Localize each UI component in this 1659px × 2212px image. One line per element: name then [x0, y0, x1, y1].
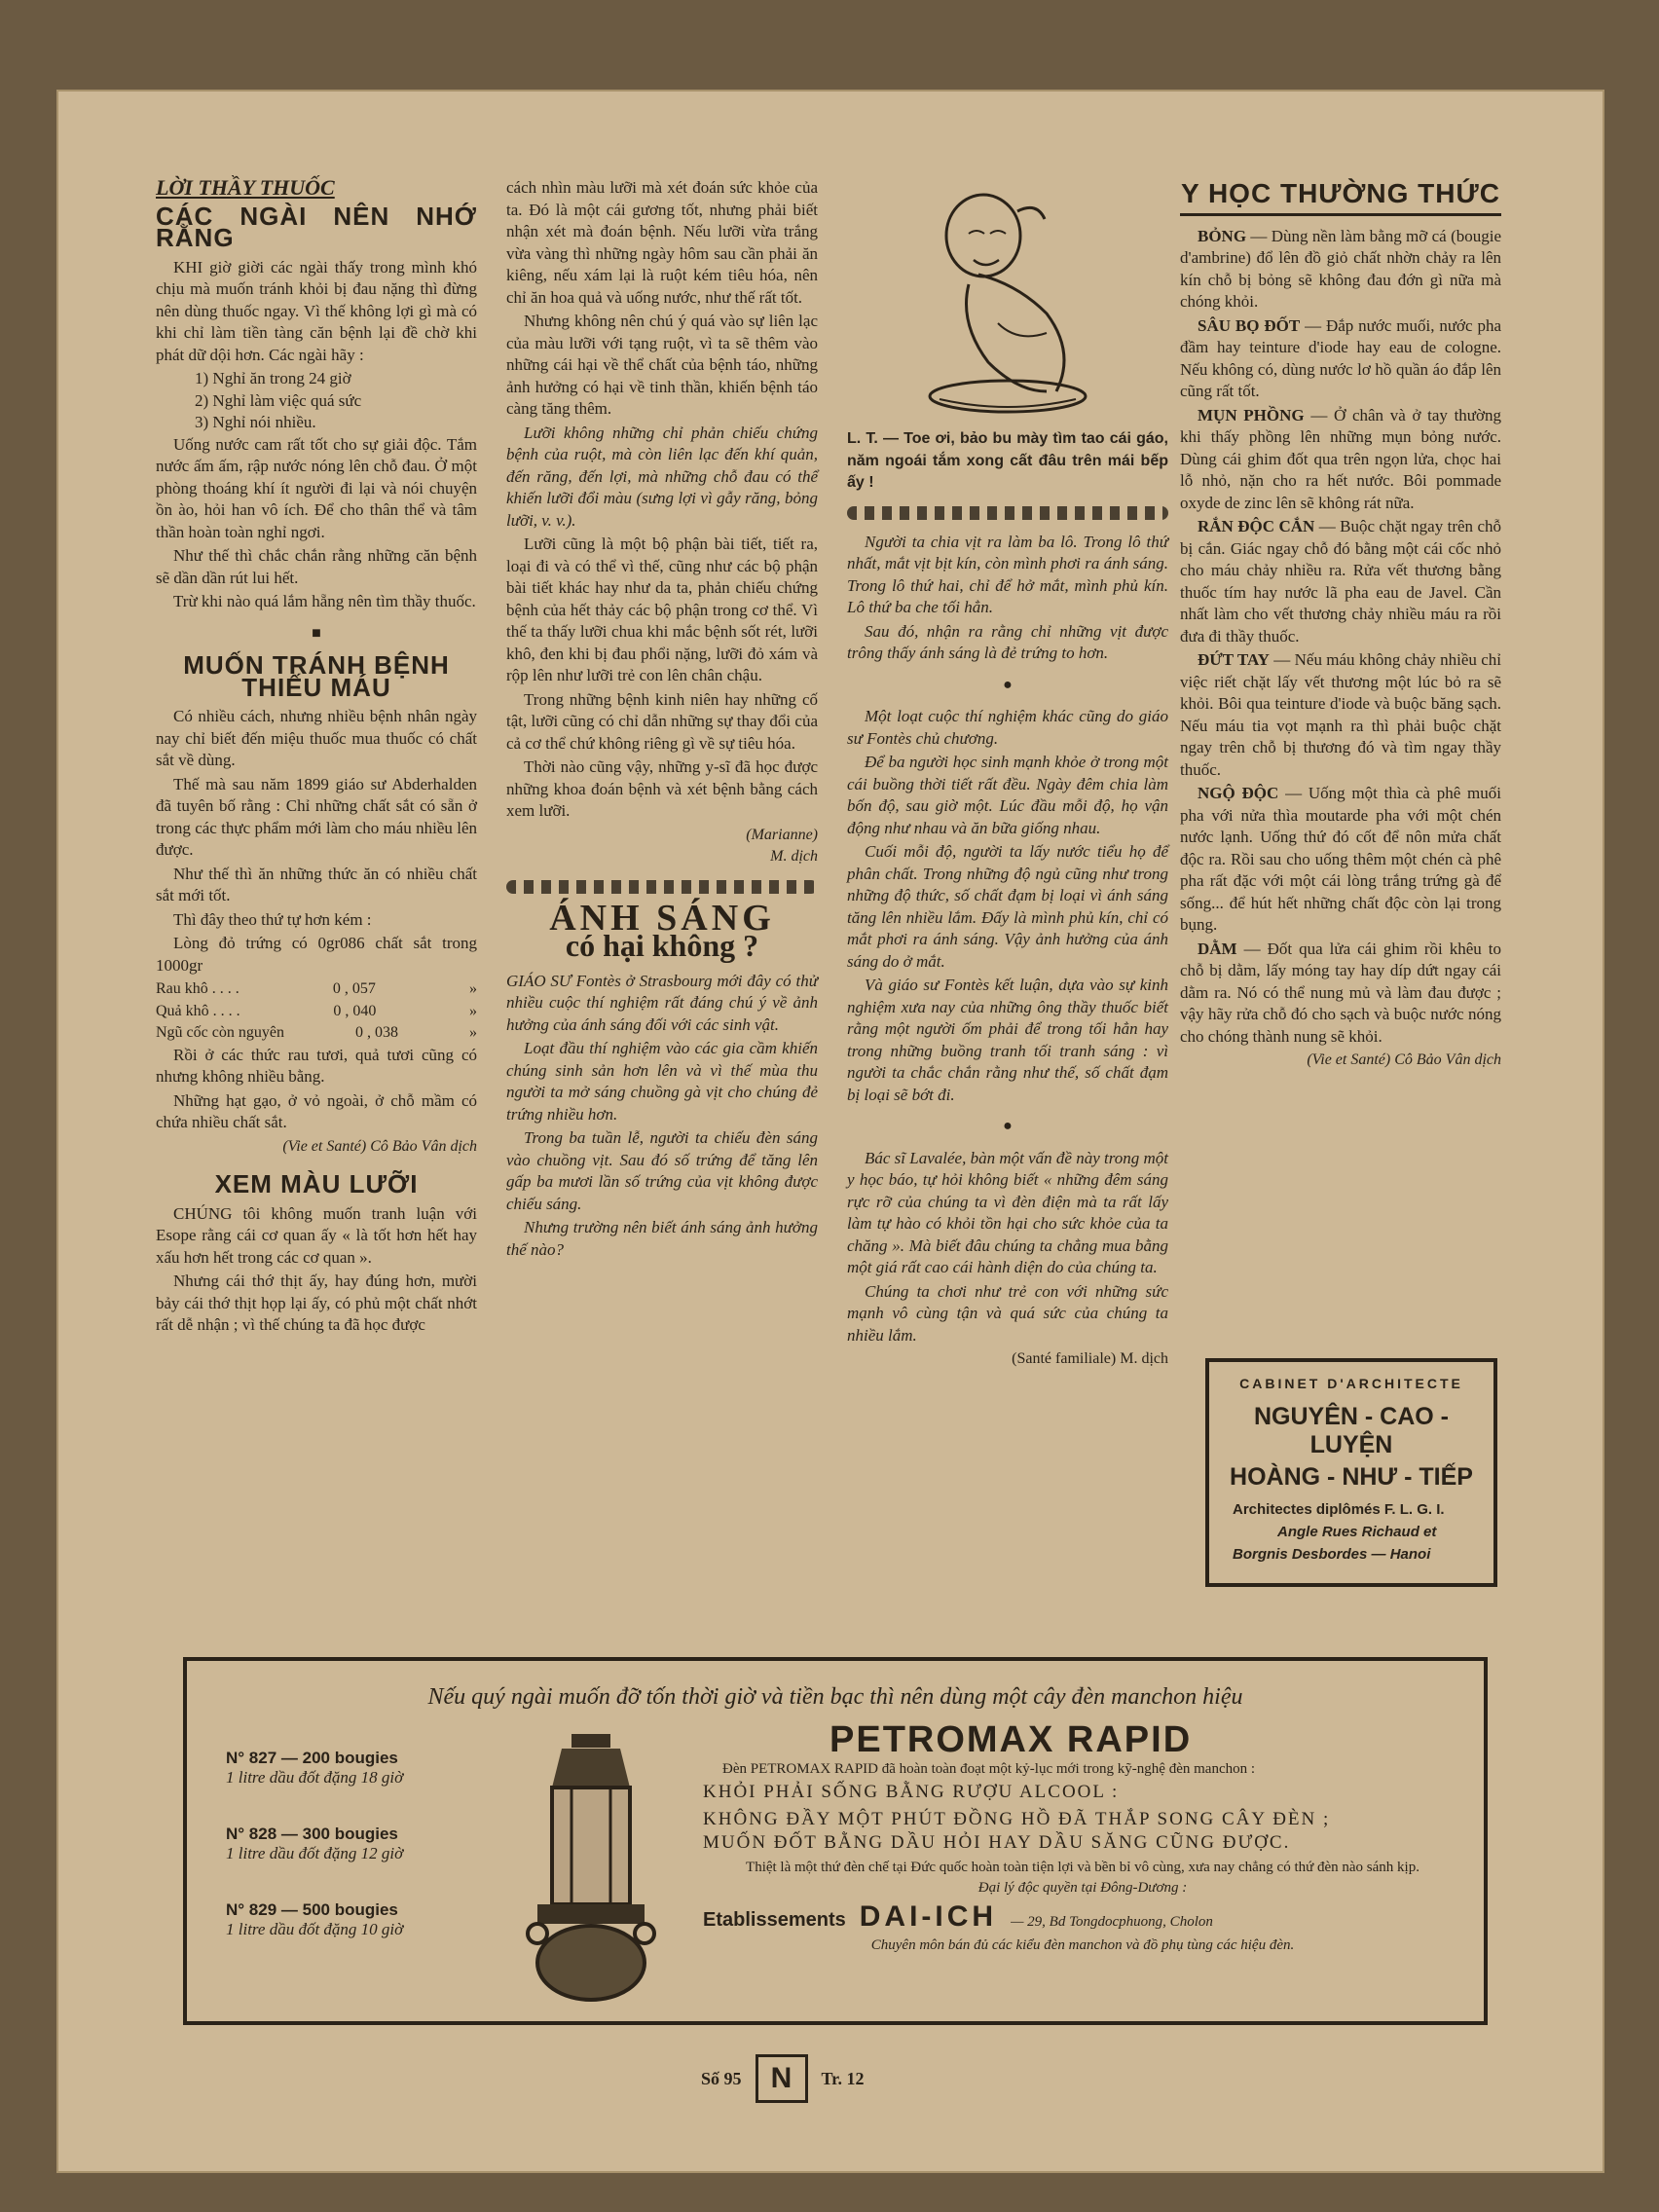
ad-text: Đèn PETROMAX RAPID đã hoàn toàn đoạt một kỷ-lục mới trong kỹ-nghệ đèn manchon : [722, 1761, 1256, 1777]
separator-dot: ● [1003, 676, 1013, 693]
ad-line: Borgnis Desbordes — Hanoi [1233, 1546, 1431, 1563]
iron-table-row: Ngũ cốc còn nguyên 0 , 038 » [156, 1024, 477, 1041]
article-paragraph: Nhưng trường nên biết ánh sáng ảnh hưởng thế nào? [506, 1218, 818, 1259]
health-tip: SÂU BỌ ĐỐT — Đắp nước muối, nước pha đầm hay teinture d'iode hay eau de cologne. Nếu không có, dùng nước lơ hồ quần áo đắp lên cũng rất tốt. [1180, 315, 1502, 400]
health-tip: ĐỨT TAY — Nếu máu không chảy nhiều chỉ việc riết chặt lấy vết thương một lúc bỏ ra sẽ khỏi. Bôi qua teinture d'iode và buộc băng sạch. Nếu máu tia vọt mạnh ra thì phải buộc chặt ngay trên chỗ bị thương đó và tìm ngay thầy thuốc. [1180, 650, 1502, 779]
article-paragraph: Một loạt cuộc thí nghiệm khác cũng do giáo sư Fontès chủ chương. [847, 707, 1168, 748]
article-paragraph: Loạt đầu thí nghiệm vào các gia cầm khiến chúng sinh sản hơn lên và vì thế mùa thu người ta mở sáng chuồng gà vịt cho chúng đẻ trứng nhiều hơn. [506, 1039, 818, 1124]
article-title-3: XEM MÀU LƯỠI [214, 1169, 419, 1198]
ad-text: KHÔNG ĐẦY MỘT PHÚT ĐỒNG HỒ ĐÃ THẮP SONG CÂY ĐÈN ; [703, 1809, 1331, 1829]
ad-text: Đại lý độc quyền tại Đông-Dương : [977, 1880, 1188, 1896]
cartoon-caption: L. T. — Toe ơi, bảo bu mày tìm tao cái gáo, năm ngoái tắm xong cất đâu trên mái bếp ấy ! [847, 430, 1168, 491]
health-tip: DẰM — Đốt qua lửa cái ghim rồi khêu to chỗ bị dằm, lấy móng tay hay díp dứt ngay cái dằm ra. Nó có thể nung mủ và làm đau được ; vậy hãy rửa chỗ đó cho sạch và buộc nước nóng cho chóng thành nung sẽ khỏi. [1180, 939, 1501, 1046]
article-paragraph: Nhưng cái thớ thịt ấy, hay đúng hơn, mười bảy cái thớ thịt họp lại ấy, có phủ một chất nhớt rất dễ nhận ; vì thế chúng ta đã học được [156, 1272, 477, 1334]
translator-credit: M. dịch [770, 848, 818, 865]
model-item: N° 828 — 300 bougies 1 litre dầu đốt đặng 12 giờ [226, 1825, 404, 1862]
source-credit: (Marianne) [746, 826, 818, 843]
article-paragraph: Lưỡi cũng là một bộ phận bài tiết, tiết ra, loại đi và có thể vì thế, cũng như các bộ phận bài tiết khác hay như da ta, phản chiếu chứng bệnh của hết thảy các bộ phận trong cơ thể. Vì thế ta thấy lưỡi chua khi mắc bệnh sốt rét, lưỡi khô, đen khi bị đau phổi nặng, lưỡi đỏ xám và rộp lên như lưỡi trẻ con lên chân chậu. [506, 535, 818, 684]
health-tip: MỤN PHỒNG — Ở chân và ở tay thường khi thấy phồng lên những mụn bỏng nước. Dùng cái ghim đốt qua trên ngọn lửa, chọc hai lỗ nhỏ, nặn cho ra hết nước. Bôi pommade oxyde de zinc lên sẽ không rát nữa. [1180, 405, 1502, 512]
ad-line: CABINET D'ARCHITECTE [1239, 1376, 1463, 1391]
article-title-2a: MUỐN TRÁNH BỆNH [183, 650, 450, 680]
separator-dot: ● [1003, 1118, 1013, 1134]
architect-ad [1205, 1358, 1497, 1587]
ad-line: NGUYÊN - CAO - LUYỆN [1254, 1403, 1449, 1458]
heading-rule [1180, 213, 1501, 216]
article-paragraph: Thời nào cũng vậy, những y-sĩ đã học được những khoa đoán bệnh và xét bệnh bằng cách xem lưỡi. [506, 757, 818, 820]
article-paragraph: Trừ khi nào quá lắm hẵng nên tìm thầy thuốc. [173, 592, 476, 610]
page-number: Tr. 12 [821, 2068, 865, 2088]
article-paragraph: Trong những bệnh kinh niên hay những cố tật, lưỡi cũng có chỉ dẫn những sự thay đổi của cả cơ thể chứ không riêng gì về sự tiêu hóa. [506, 689, 818, 753]
ad-headline: Nếu quý ngài muốn đỡ tốn thời giờ và tiền bạc thì nên dùng một cây đèn manchon hiệu [427, 1684, 1243, 1710]
iron-table-row: Rau khô . . . . 0 , 057 » [156, 980, 477, 997]
article-title-1: CÁC NGÀI NÊN NHỚ RẰNG [156, 201, 477, 252]
issue-number: Số 95 [701, 2068, 742, 2088]
page-content [97, 117, 1558, 2142]
lantern-icon [518, 1729, 664, 2011]
ad-text: Thiệt là một thứ đèn chế tại Đức quốc hoàn toàn tiện lợi và bền bỉ vô cùng, xưa nay chẳng có thứ đèn nào sánh kịp. [746, 1860, 1419, 1875]
page-footer [701, 2054, 865, 2103]
article-title-light: ÁNH SÁNG [549, 897, 775, 939]
column-2 [506, 177, 818, 1263]
article-paragraph: Cuối mỗi độ, người ta lấy nước tiểu họ để phân chất. Trong những độ ngủ cũng như trong những độ thức, số chất đạm bị loại vì ánh sáng tăng lên nhiều lắm. Đấy là mình phủ kín, chỉ có mắt phơi ra ánh sáng. Vậy ảnh hưởng của ánh sáng do ở mắt. [847, 842, 1168, 971]
article-paragraph: Rồi ở các thức rau tươi, quả tươi cũng có nhưng không nhiều bằng. [156, 1045, 477, 1086]
article-paragraph: KHI giờ giời các ngài thấy trong mình khó chịu mà muốn tránh khỏi bị đau nặng thì đừng nên dùng thuốc ngay. Vì thế không lợi gì mà có khi chỉ làm tiền tàng căn bệnh lại đề chờ khi phát dữ dội hơn. Các ngài hãy : [156, 257, 477, 364]
article-paragraph: Những hạt gạo, ở vỏ ngoài, ở chỗ mầm có chứa nhiều chất sắt. [156, 1090, 477, 1131]
wavy-divider [506, 880, 818, 894]
article-paragraph: Lưỡi không những chỉ phản chiếu chứng bệnh của ruột, mà còn liên lạc đến khí quản, đến răng, đến lợi, mà những chỗ đau có thể khiến lưỡi đổi màu (sưng lợi vì gẫy răng, bỏng lưỡi, v. v.). [506, 423, 818, 530]
petromax-ad [183, 1657, 1488, 2025]
article-paragraph: Và giáo sư Fontès kết luận, dựa vào sự kinh nghiệm xưa nay của những ông thầy thuốc biết rằng một người ốm phải để trong tối hẳn hay trong những buồng tranh tối tranh sáng : vì người ta chắc chắn rằng như thế, số chất đạm bị loại sẽ bớt đi. [847, 976, 1168, 1104]
article-paragraph: Bác sĩ Lavalée, bàn một vấn đề này trong một y học báo, tự hỏi không biết « những đêm sáng rực rỡ của chúng ta vì đèn điện mà ta rất lấy làm tự hào có khỏi tồn hại cho sức khỏe của ta chăng ». Mà biết đâu chúng ta chẳng mua bằng một giá rất cao cái hành diện do của chúng ta. [847, 1148, 1168, 1276]
article-paragraph: Sau đó, nhận ra rằng chỉ những vịt được trông thấy ánh sáng là đẻ trứng to hơn. [847, 621, 1168, 662]
ad-text: MUỐN ĐỐT BẰNG DẦU HỎI HAY DẦU SĂNG CŨNG ĐƯỢC. [703, 1832, 1291, 1853]
separator-dot: ■ [312, 624, 321, 642]
wavy-divider [847, 506, 1168, 520]
ad-text: Chuyên môn bán đủ các kiểu đèn manchon và đồ phụ tùng các hiệu đèn. [870, 1937, 1295, 1953]
article-paragraph: Để ba người học sinh mạnh khỏe ở trong một cái buồng thời tiết rất đều. Ngày đêm chia làm bốn độ, sau giờ một. Lúc đầu mỗi độ, họ vận động như nhau và ăn bữa giống nhau. [847, 753, 1168, 837]
brand-name: PETROMAX RAPID [830, 1719, 1193, 1760]
health-tip: NGỘ ĐỘC — Uống một thìa cà phê muối pha với nửa thìa moutarde pha với một chén nước lạnh. Uống thứ đó cốt để nôn mửa chất độc ra. Rồi sau cho uống thêm một chén cà phê pha rất đặc với một cái lòng trắng trứng gà để sống... để hút hết những chất độc còn lại trong bụng. [1180, 784, 1502, 934]
list-item: 3) Nghỉ nói nhiều. [195, 413, 316, 431]
column-3 [847, 177, 1168, 1371]
health-tip: BỎNG — Dùng nền làm bằng mỡ cá (bougie d'ambrine) đổ lên đồ giỏ chất nhờn chảy ra lên kín chỗ bị bỏng sẽ không đau đớn gì nữa mà chóng khỏi. [1180, 226, 1502, 311]
article-paragraph: Nhưng không nên chú ý quá vào sự liên lạc của màu lưỡi với tạng ruột, vì ta sẽ thêm vào những cái hại về thể chất của bệnh táo, những ảnh hưởng có hại về tinh thần, khiến bệnh táo càng tăng thêm. [506, 312, 818, 418]
article-paragraph: CHÚNG tôi không muốn tranh luận với Esope rằng cái cơ quan ấy « là tốt hơn hết hay xấu hơn hết trong các cơ quan ». [156, 1203, 477, 1267]
byline: (Santé familiale) M. dịch [1012, 1350, 1168, 1367]
health-tip: RẮN ĐỘC CẮN — Buộc chặt ngay trên chỗ bị cắn. Giác ngay chỗ đó bằng một cái cốc nhỏ cho máu chảy nhiều ra. Rửa vết thương bằng thuốc tím hay nước lã pha eau de Javel. Cần nhất làm cho vết thương chảy nhiều máu ra rồi đưa đi thầy thuốc. [1180, 517, 1502, 645]
byline: (Vie et Santé) Cô Bảo Vân dịch [1307, 1051, 1501, 1068]
article-paragraph: Thì đây theo thứ tự hơn kém : [173, 909, 372, 929]
section-kicker: LỜI THẦY THUỐC [156, 175, 335, 200]
article-paragraph: Uống nước cam rất tốt cho sự giải độc. Tắm nước ấm ấm, rập nước nóng lên chỗ đau. Ở một phòng thoáng khí ít người đi lại và nói chuyện ồn ào, hỏi han vô ích. Để cho thân thể và tâm thần hoàn toàn nghỉ ngơi. [156, 434, 477, 541]
article-subtitle-light: có hại không ? [565, 928, 759, 963]
section-heading: Y HỌC THƯỜNG THỨC [1181, 178, 1500, 208]
model-item: N° 829 — 500 bougies 1 litre dầu đốt đặng 10 giờ [226, 1900, 404, 1938]
model-item: N° 827 — 200 bougies 1 litre dầu đốt đặng 18 giờ [226, 1749, 404, 1787]
ad-line: Angle Rues Richaud et [1277, 1524, 1437, 1540]
list-item: 2) Nghỉ làm việc quá sức [195, 390, 362, 410]
model-list [226, 1749, 489, 1939]
column-4 [1180, 177, 1501, 1072]
ad-text: KHỎI PHẢI SỐNG BẰNG RƯỢU ALCOOL : [703, 1782, 1120, 1802]
byline: (Vie et Santé) Cô Bảo Vân dịch [282, 1137, 477, 1155]
article-paragraph: cách nhìn màu lưỡi mà xét đoán sức khỏe của ta. Đó là một cái gương tốt, nhưng phải biết nhận xét mà đoán bệnh. Nếu lưỡi vừa trắng vừa vàng thì những ngày hôm sau cần phải ăn kiêng, nếu xám lại là ruột kém tiêu hóa, nên chỉ ăn hoa quả và uống nước, như thế rất tốt. [506, 178, 818, 307]
ad-line: Architectes diplômés F. L. G. I. [1233, 1501, 1445, 1518]
article-paragraph: GIÁO SƯ Fontès ở Strasbourg mới đây có thử nhiều cuộc thí nghiệm rất đáng chú ý về ảnh hưởng của ánh sáng đối với các sinh vật. [506, 971, 818, 1034]
article-paragraph: Người ta chia vịt ra làm ba lô. Trong lô thứ nhất, mắt vịt bịt kín, còn mình phơi ra ánh sáng. Trong lô thứ hai, chỉ để hở mắt, mình phủ kín. Lô thứ ba che tối hẳn. [847, 532, 1168, 616]
list-item: 1) Nghỉ ăn trong 24 giờ [195, 369, 351, 387]
article-paragraph: Có nhiều cách, nhưng nhiều bệnh nhân ngày nay chỉ biết đến miệu thuốc mua thuốc có chất sắt về dùng. [156, 707, 477, 769]
cartoon-illustration [910, 177, 1105, 421]
column-1 [156, 177, 477, 1339]
article-paragraph: Chúng ta chơi như trẻ con với những sức mạnh vô cùng tận và quá sức của chúng ta nhiều lắm. [847, 1281, 1168, 1345]
article-paragraph: Trong ba tuần lễ, người ta chiếu đèn sáng vào chuồng vịt. Sau đó số trứng để tăng lên gấp ba mươi lần số trứng của vịt không được chiếu sáng. [506, 1128, 818, 1213]
article-paragraph: Thế mà sau năm 1899 giáo sư Abderhalden đã tuyên bố rằng : Chỉ những chất sắt có sẵn ở trong các thực phẩm mới làm cho máu nhiều lên được. [156, 774, 477, 859]
article-paragraph: Như thế thì ăn những thức ăn có nhiều chất sắt mới tốt. [156, 864, 477, 904]
ad-body [703, 1719, 1462, 1954]
ad-dealer: Etablissements DAI-ICH — 29, Bd Tongdocphuong, Cholon [703, 1900, 1213, 1933]
masthead-logo-icon: N [756, 2054, 808, 2103]
ad-line: HOÀNG - NHƯ - TIẾP [1230, 1463, 1473, 1491]
article-paragraph: Như thế thì chắc chắn rằng những căn bệnh sẽ dần dần rút lui hết. [156, 546, 477, 587]
iron-table-row: Quả khô . . . . 0 , 040 » [156, 1002, 477, 1019]
article-paragraph: Lòng đỏ trứng có 0gr086 chất sắt trong 1000gr [156, 934, 477, 975]
article-title-2b: THIẾU MÁU [241, 672, 391, 702]
